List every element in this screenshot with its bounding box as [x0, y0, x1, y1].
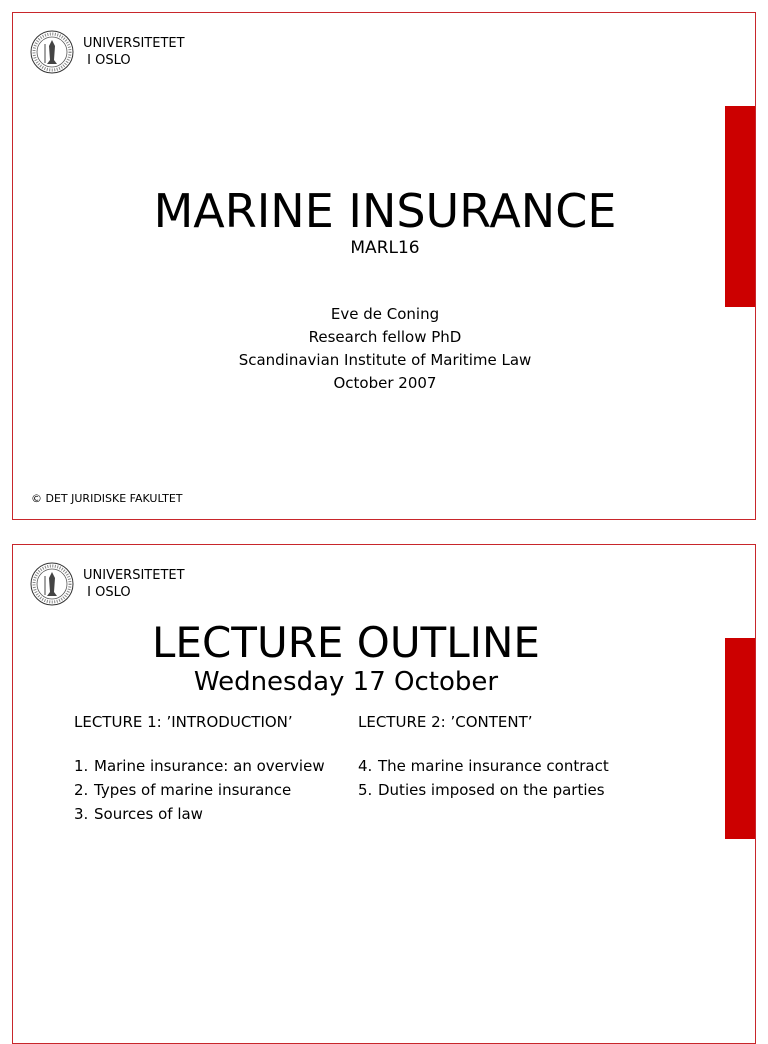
accent-bar — [725, 638, 755, 839]
list-item-number: 2. — [74, 781, 89, 799]
slide-title: MARINE INSURANCE — [153, 184, 617, 238]
slide-title: LECTURE OUTLINE — [152, 618, 540, 667]
author-block — [13, 303, 756, 395]
slide-1 — [12, 12, 756, 520]
slide-footer: © DET JURIDISKE FAKULTET — [31, 492, 183, 505]
list-item — [74, 806, 344, 822]
list-item-text: Marine insurance: an overview — [94, 757, 325, 775]
list-item — [358, 782, 628, 798]
list-item — [74, 782, 344, 798]
list-item-text: Sources of law — [94, 805, 203, 823]
university-seal-icon — [30, 562, 74, 606]
list-item-number: 1. — [74, 757, 89, 775]
list-item — [358, 758, 628, 774]
list-item-number: 4. — [358, 757, 373, 775]
slide-subtitle: Wednesday 17 October — [193, 667, 499, 697]
author-institute: Scandinavian Institute of Maritime Law — [238, 351, 532, 369]
university-name-line2: I OSLO — [83, 53, 131, 68]
slide-2 — [12, 544, 756, 1044]
author-date: October 2007 — [333, 374, 437, 392]
lecture-2-heading: LECTURE 2: ’CONTENT’ — [358, 713, 533, 731]
list-item-text: The marine insurance contract — [378, 757, 609, 775]
university-name — [83, 567, 185, 601]
university-name — [83, 35, 185, 69]
list-item-number: 3. — [74, 805, 89, 823]
course-code: MARL16 — [350, 238, 420, 258]
university-name-line1: UNIVERSITETET — [83, 568, 185, 583]
list-item-text: Duties imposed on the parties — [378, 781, 605, 799]
university-name-line1: UNIVERSITETET — [83, 36, 185, 51]
lecture-1-heading: LECTURE 1: ’INTRODUCTION’ — [74, 713, 293, 731]
lecture-1-column — [74, 712, 344, 830]
list-item — [74, 758, 344, 774]
list-item-text: Types of marine insurance — [94, 781, 292, 799]
university-name-line2: I OSLO — [83, 585, 131, 600]
lecture-2-column — [358, 712, 628, 806]
list-item-number: 5. — [358, 781, 373, 799]
author-position: Research fellow PhD — [308, 328, 462, 346]
university-seal-icon — [30, 30, 74, 74]
author-name: Eve de Coning — [330, 305, 440, 323]
